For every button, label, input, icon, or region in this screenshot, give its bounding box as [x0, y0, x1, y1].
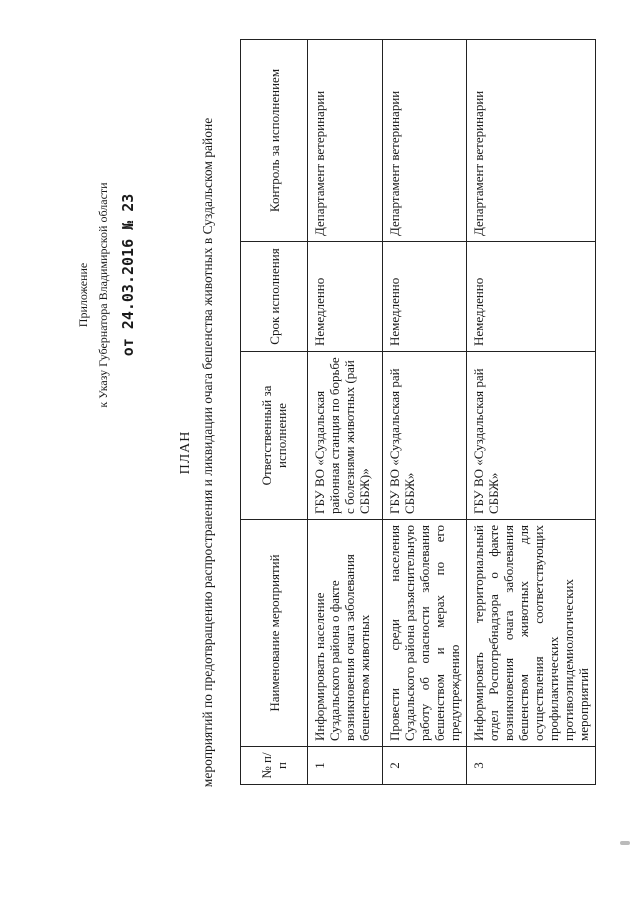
row-deadline: Немедленно [383, 242, 467, 352]
row-responsible: ГБУ ВО «Суздальская рай СББЖ» [383, 352, 467, 520]
appendix-label: Приложение [76, 262, 90, 328]
row-deadline: Немедленно [467, 242, 596, 352]
plan-subtitle: мероприятий по предотвращению распространения и ликвидации очага бешенства животных в Суздальском районе [200, 117, 215, 788]
row-responsible: ГБУ ВО «Суздальская районная станция по борьбе с болезнями животных (рай СББЖ)» [308, 352, 383, 520]
row-control: Департамент ветеринарии [467, 40, 596, 242]
row-control: Департамент ветеринарии [308, 40, 383, 242]
plan-title: ПЛАН [178, 430, 193, 475]
row-number: 2 [383, 747, 467, 785]
row-number: 3 [467, 747, 596, 785]
table-row [383, 40, 467, 785]
row-activity: Информировать территориальный отдел Роспотребнадзора о факте возникновения очага заболевания бешенством животных для осуществления соответствующих профилактических противоэпидемиологических мероприятий [467, 520, 596, 747]
plan-table [240, 39, 596, 785]
table-row [467, 40, 596, 785]
scan-artifact [620, 841, 630, 845]
column-header-control: Контроль за исполнением [241, 40, 308, 242]
table-header-row [241, 40, 308, 785]
table-row [308, 40, 383, 785]
row-responsible: ГБУ ВО «Суздальская рай СББЖ» [467, 352, 596, 520]
row-control: Департамент ветеринарии [383, 40, 467, 242]
decree-date-number: от 24.03.2016 № 23 [119, 193, 137, 357]
row-activity: Провести среди населения Суздальского района разъяснительную работу об опасности заболевания бешенством и мерах по его предупреждению [383, 520, 467, 747]
column-header-activity: Наименование мероприятий [241, 520, 308, 747]
row-activity: Информировать население Суздальского района о факте возникновения очага заболевания бешенством животных [308, 520, 383, 747]
row-number: 1 [308, 747, 383, 785]
column-header-responsible: Ответственный за исполнение [241, 352, 308, 520]
row-deadline: Немедленно [308, 242, 383, 352]
column-header-number: № п/п [241, 747, 308, 785]
column-header-deadline: Срок исполнения [241, 242, 308, 352]
decree-reference: к Указу Губернатора Владимирской области [96, 182, 110, 408]
